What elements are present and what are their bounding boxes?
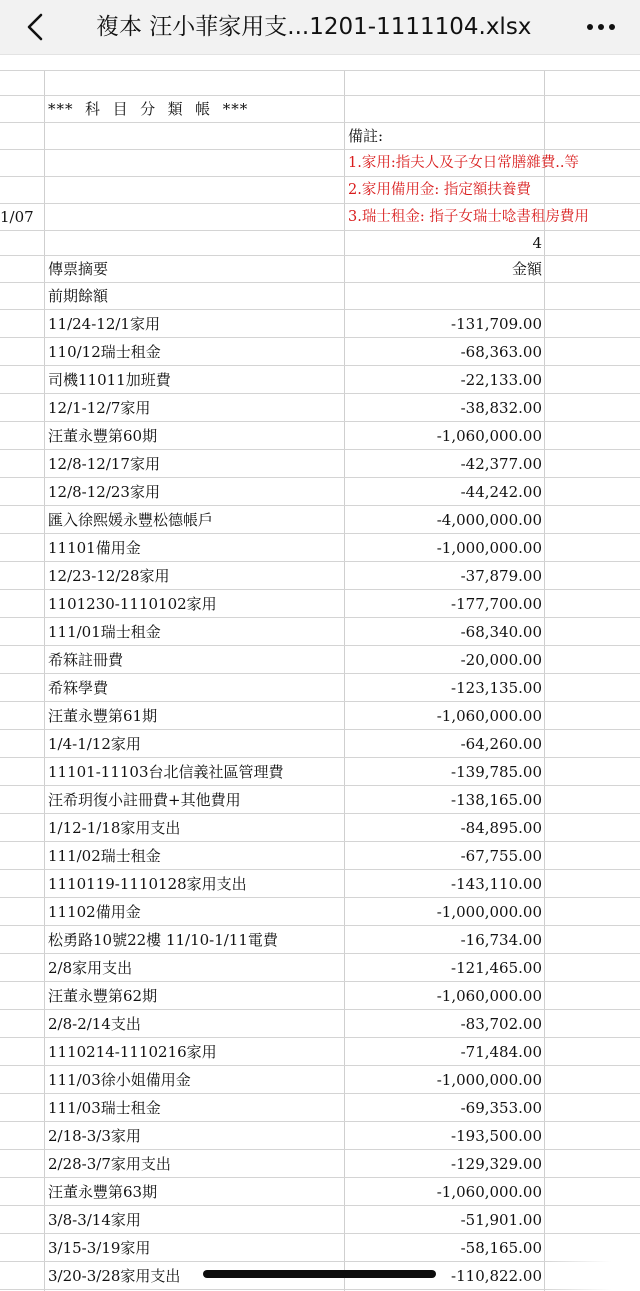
ledger-amount: -131,709.00 (451, 315, 542, 333)
ledger-row[interactable] (0, 786, 640, 814)
ledger-summary: 12/8-12/17家用 (48, 455, 160, 473)
ledger-row[interactable] (0, 562, 640, 590)
ledger-row[interactable] (0, 954, 640, 982)
ledger-summary: 2/28-3/7家用支出 (48, 1155, 171, 1173)
note-text: 1.家用:指夫人及子女日常膳雜費..等 (348, 155, 579, 171)
ledger-summary: 希箖註冊費 (48, 651, 124, 669)
ledger-row[interactable] (0, 758, 640, 786)
ledger-row[interactable] (0, 1066, 640, 1094)
ledger-row[interactable] (0, 478, 640, 506)
ledger-row[interactable] (0, 590, 640, 618)
notes-header-row[interactable] (0, 123, 640, 150)
amount-column-header: 金額 (511, 260, 542, 278)
ledger-row[interactable] (0, 534, 640, 562)
home-indicator (203, 1270, 436, 1278)
ledger-summary: 11101備用金 (48, 539, 141, 557)
ledger-amount: -143,110.00 (451, 875, 542, 893)
ledger-row[interactable] (0, 338, 640, 366)
ledger-amount: -71,484.00 (460, 1043, 542, 1061)
chevron-left-icon (26, 13, 44, 41)
ledger-amount: -20,000.00 (460, 651, 542, 669)
ledger-amount: -69,353.00 (460, 1099, 542, 1117)
ledger-summary: 111/03瑞士租金 (48, 1099, 161, 1117)
ledger-amount: -44,242.00 (460, 483, 542, 501)
ledger-row[interactable] (0, 1122, 640, 1150)
ledger-row[interactable] (0, 1150, 640, 1178)
more-dots-icon (586, 23, 616, 31)
ledger-amount: -58,165.00 (460, 1239, 542, 1257)
ledger-row[interactable] (0, 730, 640, 758)
ledger-summary: 11101-11103台北信義社區管理費 (48, 763, 284, 781)
ledger-summary: 松勇路10號22樓 11/10-1/11電費 (48, 931, 278, 949)
ledger-title-row[interactable] (0, 96, 640, 123)
ledger-row[interactable] (0, 618, 640, 646)
ledger-summary: 3/20-3/28家用支出 (48, 1267, 181, 1285)
note-row[interactable] (0, 204, 640, 231)
ledger-row[interactable] (0, 506, 640, 534)
ledger-amount: -177,700.00 (451, 595, 542, 613)
ledger-amount: -129,329.00 (451, 1155, 542, 1173)
ledger-summary: 111/02瑞士租金 (48, 847, 161, 865)
ledger-row[interactable] (0, 394, 640, 422)
ledger-row[interactable] (0, 1234, 640, 1262)
ledger-amount: -68,363.00 (460, 343, 542, 361)
ledger-row[interactable] (0, 702, 640, 730)
ledger-amount: -4,000,000.00 (436, 511, 542, 529)
ledger-amount: -121,465.00 (451, 959, 542, 977)
ledger-row[interactable] (0, 310, 640, 338)
ledger-row[interactable] (0, 898, 640, 926)
ledger-summary: 3/15-3/19家用 (48, 1239, 151, 1257)
ledger-summary: 1110119-1110128家用支出 (48, 875, 247, 893)
empty-row[interactable] (0, 70, 640, 96)
ledger-amount: -139,785.00 (451, 763, 542, 781)
ledger-summary: 12/1-12/7家用 (48, 399, 151, 417)
ledger-amount: -51,901.00 (460, 1211, 542, 1229)
ledger-row[interactable] (0, 422, 640, 450)
ledger-amount: -123,135.00 (451, 679, 542, 697)
ledger-row[interactable] (0, 870, 640, 898)
page-number-row[interactable] (0, 231, 640, 256)
ledger-row[interactable] (0, 814, 640, 842)
ledger-summary: 希箖學費 (48, 679, 109, 697)
ledger-row[interactable] (0, 982, 640, 1010)
ledger-summary: 汪董永豐第60期 (48, 427, 158, 445)
back-button[interactable] (22, 12, 48, 42)
ledger-amount: -22,133.00 (460, 371, 542, 389)
ledger-summary: 111/03徐小姐備用金 (48, 1071, 191, 1089)
ledger-row[interactable] (0, 1038, 640, 1066)
ledger-amount: -37,879.00 (460, 567, 542, 585)
ledger-row[interactable] (0, 1010, 640, 1038)
ledger-amount: -38,832.00 (460, 399, 542, 417)
notes-label: 備註: (348, 127, 384, 145)
ledger-amount: -1,060,000.00 (436, 707, 542, 725)
top-navigation-bar (0, 0, 640, 55)
ledger-row[interactable] (0, 450, 640, 478)
ledger-summary: 11/24-12/1家用 (48, 315, 160, 333)
ledger-summary: 111/01瑞士租金 (48, 623, 161, 641)
file-title: 複本 汪小菲家用支...1201-1111104.xlsx (96, 14, 532, 40)
ledger-row[interactable] (0, 674, 640, 702)
ledger-amount: -1,000,000.00 (436, 903, 542, 921)
note-row[interactable] (0, 177, 640, 204)
ledger-summary: 110/12瑞士租金 (48, 343, 161, 361)
ledger-summary: 3/8-3/14家用 (48, 1211, 141, 1229)
ledger-amount: -1,060,000.00 (436, 427, 542, 445)
more-options-button[interactable] (584, 13, 618, 41)
note-row[interactable] (0, 150, 640, 177)
ledger-summary: 1/12-1/18家用支出 (48, 819, 181, 837)
ledger-summary: 汪希玥復小註冊費+其他費用 (48, 791, 241, 809)
ledger-summary: 汪董永豐第63期 (48, 1183, 158, 1201)
summary-column-header: 傳票摘要 (48, 260, 109, 278)
ledger-row[interactable] (0, 366, 640, 394)
ledger-summary: 司機11011加班費 (48, 371, 171, 389)
ledger-amount: -84,895.00 (460, 819, 542, 837)
ledger-summary: 11102備用金 (48, 903, 141, 921)
ledger-row[interactable] (0, 842, 640, 870)
ledger-row[interactable] (0, 1094, 640, 1122)
ledger-title: *** 科 目 分 類 帳 *** (48, 100, 249, 118)
column-header-row[interactable] (0, 256, 640, 283)
ledger-amount: -110,822.00 (451, 1267, 542, 1285)
ledger-amount: -83,702.00 (460, 1015, 542, 1033)
ledger-row[interactable] (0, 1206, 640, 1234)
opening-balance-label: 前期餘額 (48, 287, 109, 305)
ledger-amount: -1,000,000.00 (436, 539, 542, 557)
ledger-amount: -68,340.00 (460, 623, 542, 641)
ledger-summary: 12/8-12/23家用 (48, 483, 160, 501)
page-number: 4 (532, 234, 542, 252)
ledger-amount: -67,755.00 (460, 847, 542, 865)
ledger-summary: 2/8家用支出 (48, 959, 133, 977)
ledger-summary: 1/4-1/12家用 (48, 735, 141, 753)
note-text: 2.家用備用金: 指定額扶養費 (348, 182, 531, 198)
ledger-row[interactable] (0, 646, 640, 674)
ledger-summary: 匯入徐熙媛永豐松德帳戶 (48, 511, 214, 529)
ledger-amount: -1,000,000.00 (436, 1071, 542, 1089)
ledger-summary: 1101230-1110102家用 (48, 595, 217, 613)
ledger-amount: -64,260.00 (460, 735, 542, 753)
ledger-amount: -16,734.00 (460, 931, 542, 949)
ledger-row[interactable] (0, 926, 640, 954)
ledger-summary: 2/18-3/3家用 (48, 1127, 141, 1145)
opening-balance-row[interactable] (0, 283, 640, 310)
ledger-row[interactable] (0, 1178, 640, 1206)
spreadsheet-view[interactable] (0, 56, 640, 1291)
ledger-summary: 汪董永豐第61期 (48, 707, 158, 725)
edge-fade (545, 1240, 640, 1291)
ledger-summary: 1110214-1110216家用 (48, 1043, 217, 1061)
ledger-summary: 12/23-12/28家用 (48, 567, 170, 585)
ledger-amount: -193,500.00 (451, 1127, 542, 1145)
ledger-amount: -1,060,000.00 (436, 987, 542, 1005)
ledger-amount: -1,060,000.00 (436, 1183, 542, 1201)
note-text: 3.瑞士租金: 指子女瑞士唸書租房費用 (348, 209, 589, 225)
ledger-amount: -42,377.00 (460, 455, 542, 473)
ledger-summary: 2/8-2/14支出 (48, 1015, 141, 1033)
left-column-value: 1/07 (0, 208, 34, 226)
ledger-summary: 汪董永豐第62期 (48, 987, 158, 1005)
ledger-amount: -138,165.00 (451, 791, 542, 809)
